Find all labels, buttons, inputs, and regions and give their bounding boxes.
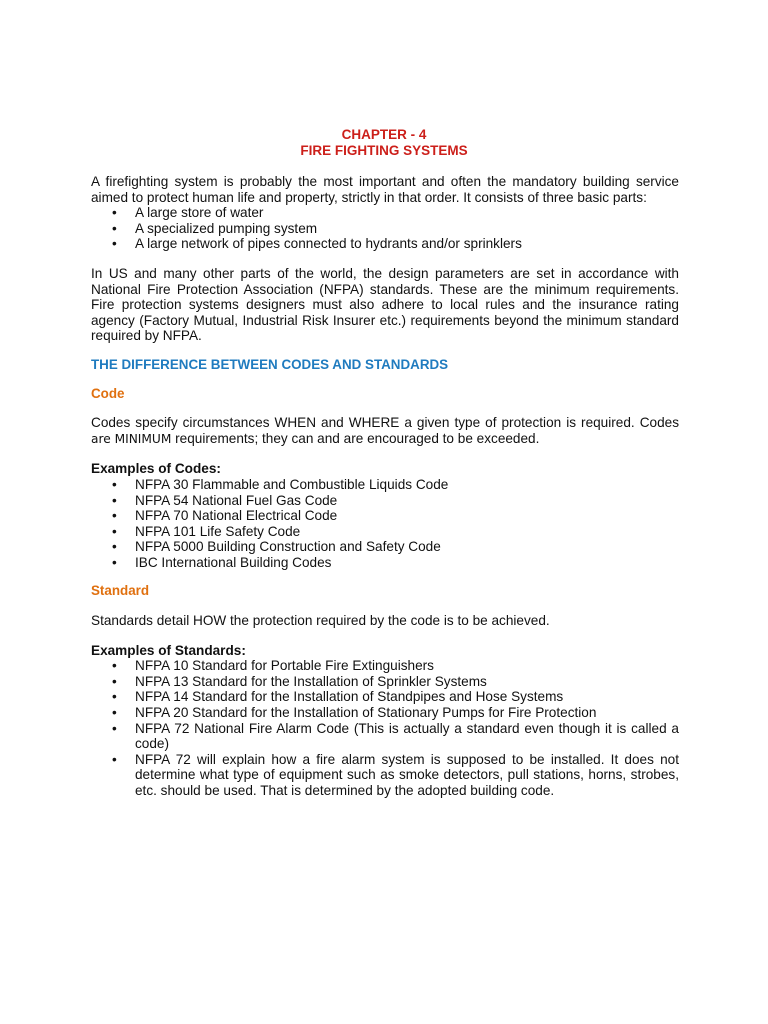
list-item: • NFPA 54 National Fuel Gas Code [112, 492, 338, 508]
list-item: • A specialized pumping system [112, 220, 318, 236]
minimum-emphasis: are MINIMUM [91, 431, 172, 446]
standard-examples-list [91, 658, 679, 798]
chapter-number: CHAPTER - 4 [341, 127, 427, 142]
code-examples-heading: Examples of Codes: [91, 461, 221, 477]
list-item: • NFPA 5000 Building Construction and Safety Code [112, 539, 441, 555]
list-item: • NFPA 20 Standard for the Installation of Stationary Pumps for Fire Protection [112, 705, 597, 721]
standard-paragraph: Standards detail HOW the protection required by the code is to be achieved. [91, 613, 550, 629]
chapter-heading [0, 127, 768, 159]
bullet-icon: • [112, 236, 117, 252]
list-item: • NFPA 101 Life Safety Code [112, 523, 301, 539]
bullet-icon: • [112, 751, 117, 767]
list-item: • NFPA 10 Standard for Portable Fire Extinguishers [112, 658, 434, 674]
bullet-icon: • [112, 705, 117, 721]
difference-heading: THE DIFFERENCE BETWEEN CODES AND STANDARDS [91, 356, 449, 372]
list-item: • NFPA 13 Standard for the Installation of Sprinkler Systems [112, 673, 487, 689]
intro-paragraph: A firefighting system is probably the most important and often the mandatory building service aimed to protect human life and property, strictly in that order. It consists of three basic parts: [91, 174, 679, 205]
list-item: • NFPA 14 Standard for the Installation of Standpipes and Hose Systems [112, 689, 564, 705]
bullet-icon: • [112, 539, 117, 555]
list-item: • A large network of pipes connected to hydrants and/or sprinklers [112, 236, 522, 252]
bullet-icon: • [112, 523, 117, 539]
bullet-icon: • [112, 720, 117, 736]
bullet-icon: • [112, 554, 117, 570]
standard-heading: Standard [91, 583, 150, 599]
nfpa-paragraph: In US and many other parts of the world, the design parameters are set in accordance with National Fire Protection Association (NFPA) standards. These are the minimum requirements. Fire protection systems designers must also adhere to local rules and the insurance rating agency (Factory Mutual, Industrial Risk Insurer etc.) requirements beyond the minimum standard required by NFPA. [91, 265, 679, 344]
code-examples-list [91, 477, 679, 571]
chapter-title: FIRE FIGHTING SYSTEMS [300, 143, 468, 158]
bullet-icon: • [112, 220, 117, 236]
list-item: • IBC International Building Codes [112, 554, 332, 570]
code-heading: Code [91, 385, 125, 401]
bullet-icon: • [112, 658, 117, 674]
document-body [91, 174, 679, 799]
list-item: • NFPA 70 National Electrical Code [112, 508, 338, 524]
bullet-icon: • [112, 673, 117, 689]
bullet-icon: • [112, 492, 117, 508]
bullet-icon: • [112, 508, 117, 524]
standard-examples-heading: Examples of Standards: [91, 642, 246, 658]
bullet-icon: • [112, 476, 117, 492]
list-item: • NFPA 30 Flammable and Combustible Liquids Code [112, 476, 449, 492]
bullet-icon: • [112, 205, 117, 221]
list-item: • NFPA 72 will explain how a fire alarm system is supposed to be installed. It does not determine what type of equipment such as smoke detectors, pull stations, horns, strobes, etc. should be used. That is determined by the adopted building code. [112, 751, 679, 798]
list-item: • NFPA 72 National Fire Alarm Code (This is actually a standard even though it is called a code) [112, 720, 679, 752]
code-paragraph: Codes specify circumstances WHEN and WHERE a given type of protection is required. Codes are MINIMUM requirements; they can and are encouraged to be exceeded. [91, 415, 679, 446]
basic-parts-list [91, 205, 679, 252]
list-item: • A large store of water [112, 205, 264, 221]
bullet-icon: • [112, 689, 117, 705]
